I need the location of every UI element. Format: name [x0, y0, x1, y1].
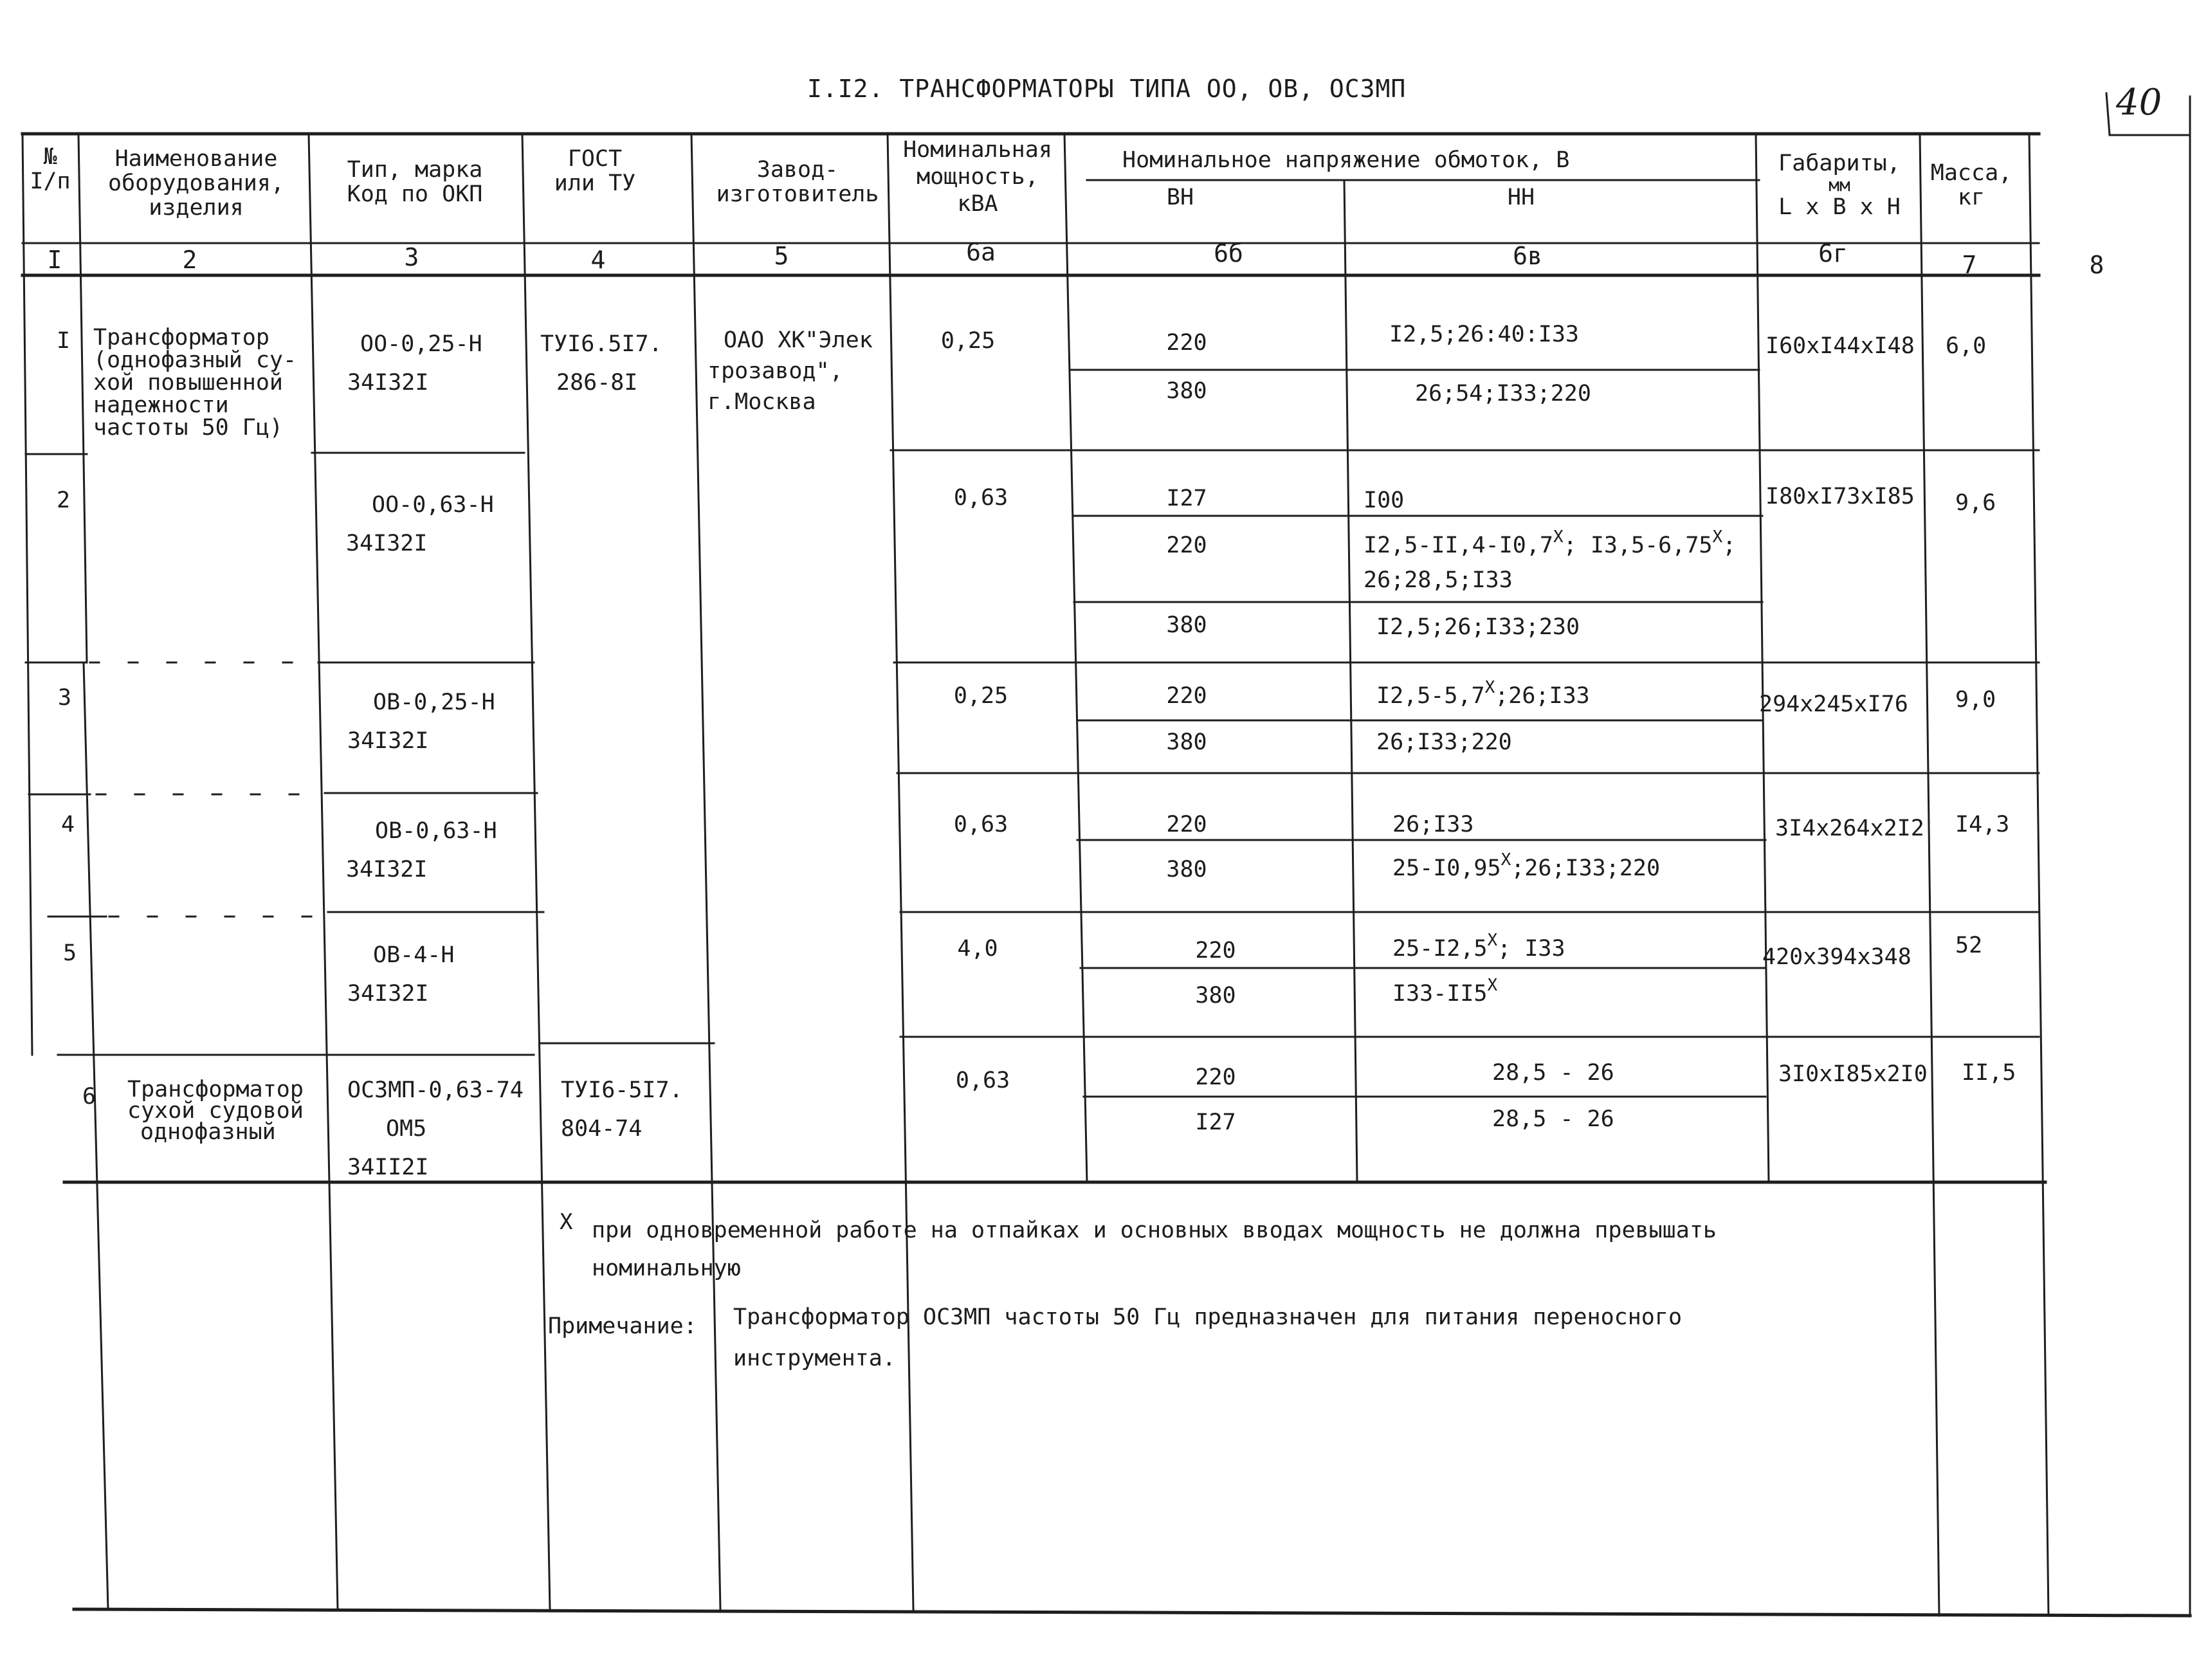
- voltage-lv: $I2,5-II,4-I0,7^X$; $I3,5-6,75^X$;: [1364, 527, 1737, 558]
- row-number: 5: [63, 940, 77, 966]
- item-name: Трансформатор (однофазный су- хой повышенной надежности частоты 50 Гц): [93, 325, 297, 441]
- column-number: 3: [404, 243, 419, 271]
- item-maker: ОАО ХК"Элек трозавод", г.Москва: [707, 327, 873, 415]
- voltage-hv: 380: [1166, 857, 1207, 882]
- row-number: I: [57, 328, 71, 354]
- header-mass: Масса, кг: [1930, 160, 2012, 210]
- column-number: 2: [182, 246, 197, 274]
- voltage-hv: 380: [1195, 983, 1236, 1009]
- item-type: ОВ-4-Н 34I32I: [347, 942, 455, 1007]
- voltage-hv: I27: [1166, 486, 1207, 511]
- row-number: 4: [61, 812, 75, 837]
- voltage-hv: 380: [1166, 612, 1207, 638]
- voltage-lv: 26;54;I33;220: [1415, 381, 1591, 406]
- voltage-lv: $I33-II5^X$: [1392, 976, 1498, 1007]
- item-type: ОО-0,25-Н 34I32I: [347, 331, 482, 396]
- voltage-lv: 28,5 - 26: [1492, 1060, 1614, 1086]
- column-number: 6г: [1818, 239, 1848, 268]
- voltage-hv: 220: [1166, 330, 1207, 356]
- nominal-power: 0,25: [953, 683, 1008, 709]
- note-text: Трансформатор ОСЗМП частоты 50 Гц предназначен для питания переносного: [733, 1304, 1683, 1330]
- column-number: 6в: [1513, 242, 1542, 270]
- item-type: ОСЗМП-0,63-74 ОМ5 34II2I: [347, 1077, 524, 1180]
- column-number: 8: [2089, 251, 2104, 279]
- dimensions: 3I4x264x2I2: [1775, 816, 1924, 841]
- voltage-lv: I2,5;26:40:I33: [1389, 322, 1580, 347]
- header-maker: Завод- изготовитель: [716, 157, 879, 207]
- nominal-power: 0,63: [953, 485, 1008, 511]
- mass: II,5: [1962, 1060, 2016, 1086]
- header-name: Наименование оборудования, изделия: [108, 146, 284, 221]
- item-gost: ТУI6-5I7. 804-74: [561, 1077, 683, 1142]
- mass: I4,3: [1955, 812, 2010, 837]
- voltage-hv: 220: [1166, 683, 1207, 709]
- note-text: инструмента.: [733, 1346, 896, 1371]
- row-number: 3: [58, 685, 72, 711]
- voltage-lv: $I2,5-5,7^X;26;I33$: [1376, 678, 1590, 709]
- voltage-lv: 26;I33: [1392, 812, 1474, 837]
- nominal-power: 0,25: [940, 328, 996, 354]
- dimensions: 294x245xI76: [1759, 691, 1908, 717]
- row-number: 6: [82, 1084, 96, 1109]
- dimensions: I80xI73xI85: [1765, 484, 1915, 509]
- table-title: I.I2. ТРАНСФОРМАТОРЫ ТИПА ОО, ОВ, ОСЗМП: [807, 75, 1407, 103]
- footnote-text: при одновременной работе на отпайках и основных вводах мощность не должна превышать: [592, 1218, 1717, 1243]
- header-gost: ГОСТ или ТУ: [554, 146, 636, 196]
- column-number: 5: [774, 242, 789, 270]
- column-number: 4: [590, 246, 606, 274]
- voltage-lv: $25-I2,5^X$; I33: [1392, 931, 1565, 962]
- column-number: 6а: [966, 238, 996, 266]
- voltage-lv: I00: [1364, 488, 1405, 513]
- page-number: 40: [2116, 82, 2162, 123]
- mass: 52: [1955, 933, 1983, 958]
- footnote-mark: X: [560, 1209, 573, 1235]
- voltage-lv: I2,5;26;I33;230: [1376, 614, 1580, 640]
- header-voltage: Номинальное напряжение обмоток, В: [1122, 147, 1570, 173]
- header-power: Номинальная мощность, кВА: [903, 137, 1052, 217]
- dimensions: 3I0xI85x2I0: [1778, 1061, 1928, 1087]
- voltage-hv: 380: [1166, 729, 1207, 755]
- nominal-power: 0,63: [953, 812, 1008, 837]
- header-lv: НН: [1507, 185, 1535, 210]
- mass: 9,6: [1955, 490, 1996, 516]
- nominal-power: 4,0: [957, 936, 998, 962]
- header-hv: ВН: [1166, 185, 1194, 210]
- header-type: Тип, марка Код по ОКП: [347, 157, 483, 207]
- item-type: ОВ-0,63-Н 34I32I: [346, 818, 497, 882]
- dimensions: 420x394x348: [1762, 944, 1911, 970]
- voltage-lv: 26;28,5;I33: [1364, 567, 1513, 593]
- voltage-hv: 380: [1166, 378, 1207, 404]
- header-dims: Габариты, мм L x B x H: [1778, 151, 1901, 220]
- note-label: Примечание:: [548, 1313, 697, 1339]
- item-gost: ТУI6.5I7. 286-8I: [540, 331, 662, 396]
- item-type: ОО-0,63-Н 34I32I: [346, 492, 494, 556]
- nominal-power: 0,63: [955, 1068, 1010, 1093]
- row-number: 2: [57, 488, 71, 513]
- voltage-lv: 28,5 - 26: [1492, 1106, 1614, 1132]
- voltage-hv: 220: [1166, 812, 1207, 837]
- item-name: Трансформатор сухой судовой однофазный: [127, 1077, 304, 1145]
- column-number: 7: [1962, 251, 1977, 279]
- header-num: № I/п: [30, 144, 71, 194]
- voltage-lv: $25-I0,95^X;26;I33;220$: [1392, 850, 1661, 881]
- voltage-hv: 220: [1195, 938, 1236, 963]
- footnote-text: номинальную: [592, 1255, 741, 1281]
- dimensions: I60xI44xI48: [1765, 333, 1915, 359]
- item-type: ОВ-0,25-Н 34I32I: [347, 689, 495, 754]
- voltage-hv: 220: [1166, 533, 1207, 558]
- column-number: 6б: [1214, 239, 1243, 268]
- voltage-lv: 26;I33;220: [1376, 729, 1512, 755]
- column-number: I: [47, 246, 62, 274]
- mass: 6,0: [1946, 333, 1987, 359]
- voltage-hv: I27: [1195, 1109, 1236, 1135]
- mass: 9,0: [1955, 687, 1996, 713]
- voltage-hv: 220: [1195, 1064, 1236, 1090]
